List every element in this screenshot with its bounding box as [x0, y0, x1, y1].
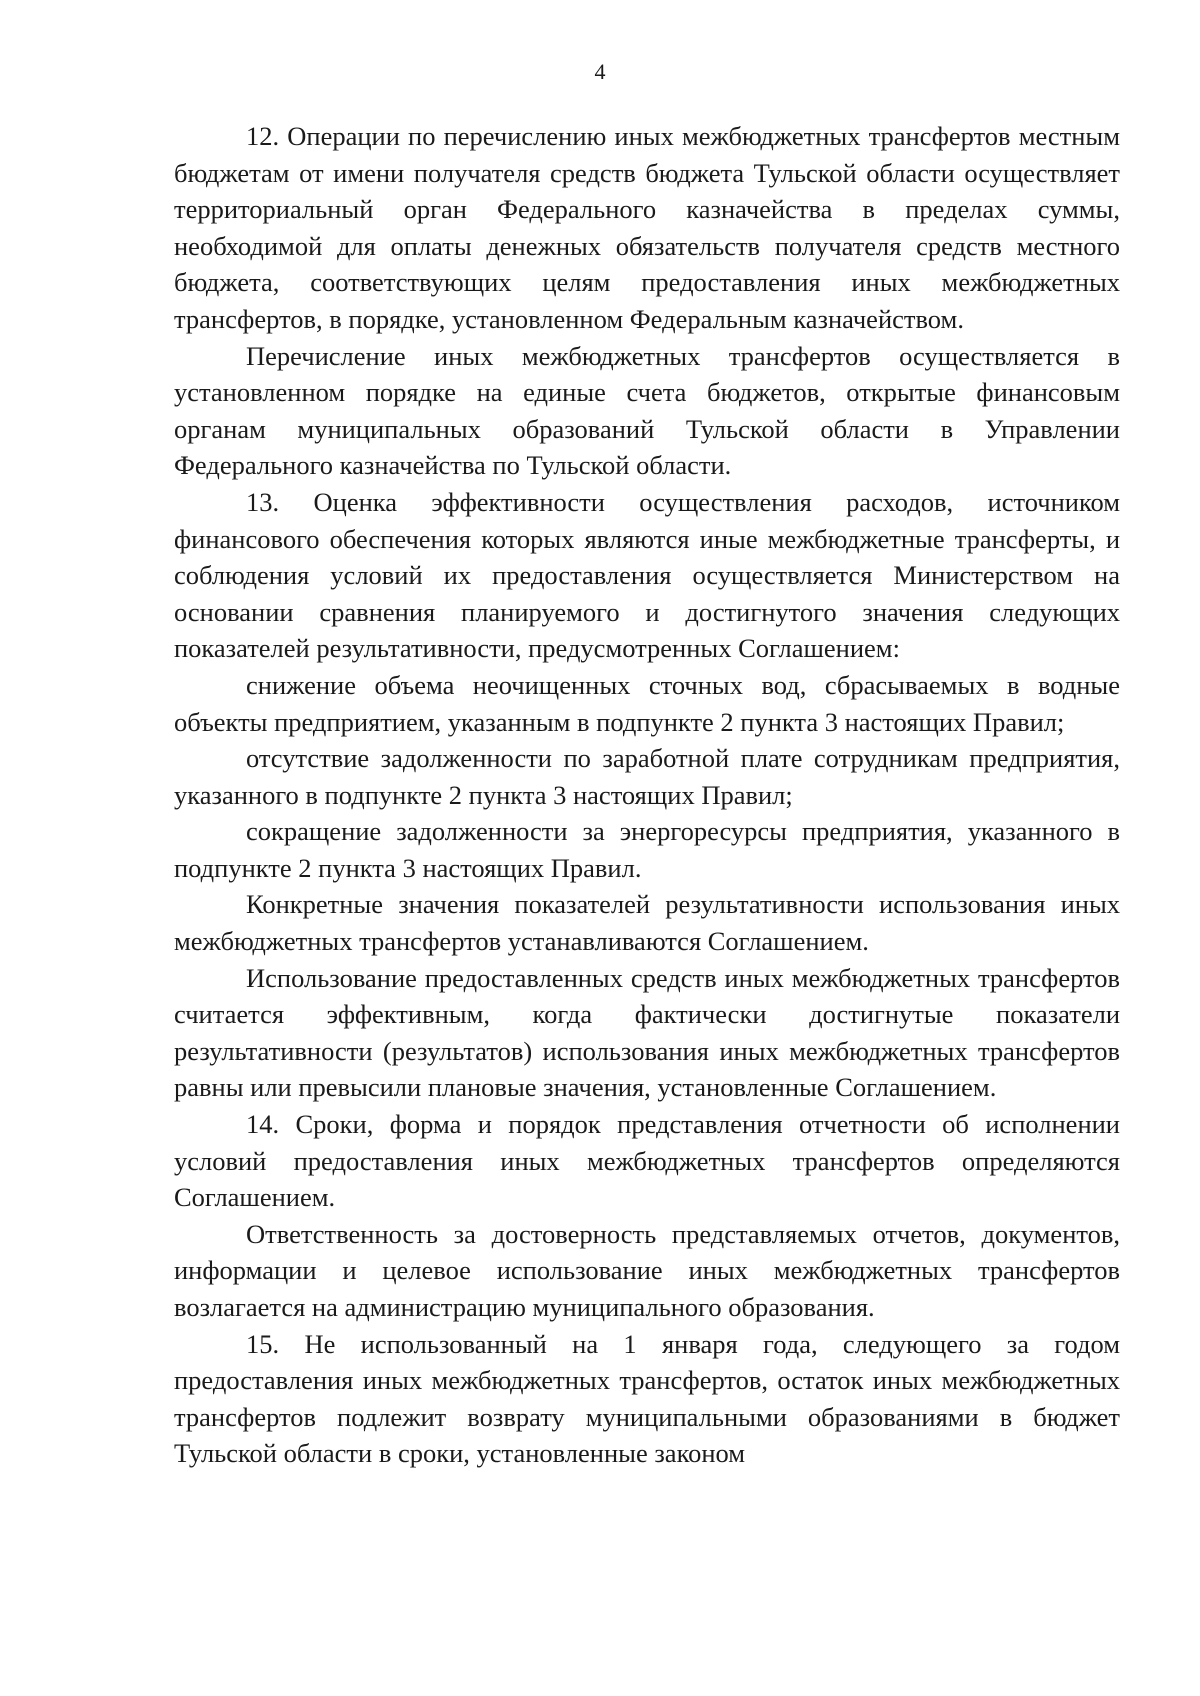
paragraph-responsibility: Ответственность за достоверность представляемых отчетов, документов, информации и целевое использование иных межбюджетных трансфертов возлагается на администрацию муниципального образования.	[174, 1218, 1120, 1322]
indicator-wage-debt: отсутствие задолженности по заработной плате сотрудникам предприятия, указанного в подпункте 2 пункта 3 настоящих Правил;	[174, 743, 1120, 810]
indicator-energy-debt: сокращение задолженности за энергоресурсы предприятия, указанного в подпункте 2 пункта 3 настоящих Правил.	[174, 816, 1120, 883]
document-body	[174, 118, 1120, 1472]
page-number: 4	[594, 59, 606, 84]
paragraph-15: 15. Не использованный на 1 января года, следующего за годом предоставления иных межбюджетных трансфертов, остаток иных межбюджетных трансфертов подлежит возврату муниципальными образованиями в бюджет Тульской области в сроки, установленные законом	[174, 1328, 1120, 1469]
paragraph-12: 12. Операции по перечислению иных межбюджетных трансфертов местным бюджетам от имени получателя средств бюджета Тульской области осуществляет территориальный орган Федерального казначейства в пределах суммы, необходимой для оплаты денежных обязательств получателя средств местного бюджета, соответствующих целям предоставления иных межбюджетных трансфертов, в порядке, установленном Федеральным казначейством.	[174, 121, 1120, 334]
paragraph-13: 13. Оценка эффективности осуществления расходов, источником финансового обеспечения которых являются иные межбюджетные трансферты, и соблюдения условий их предоставления осуществляется Министерством на основании сравнения планируемого и достигнутого значения следующих показателей результативности, предусмотренных Соглашением:	[174, 486, 1120, 664]
paragraph-effectiveness: Использование предоставленных средств иных межбюджетных трансфертов считается эффективным, когда фактически достигнутые показатели результативности (результатов) использования иных межбюджетных трансфертов равны или превысили плановые значения, установленные Соглашением.	[174, 962, 1120, 1103]
indicator-wastewater: снижение объема неочищенных сточных вод, сбрасываемых в водные объекты предприятием, указанным в подпункте 2 пункта 3 настоящих Правил;	[174, 669, 1120, 737]
paragraph-14: 14. Сроки, форма и порядок представления отчетности об исполнении условий предоставления иных межбюджетных трансфертов определяются Соглашением.	[174, 1109, 1120, 1213]
paragraph-indicator-values: Конкретные значения показателей результативности использования иных межбюджетных трансфертов устанавливаются Соглашением.	[174, 889, 1120, 957]
paragraph-transfer: Перечисление иных межбюджетных трансфертов осуществляется в установленном порядке на единые счета бюджетов, открытые финансовым органам муниципальных образований Тульской области в Управлении Федерального казначейства по Тульской области.	[174, 340, 1120, 481]
